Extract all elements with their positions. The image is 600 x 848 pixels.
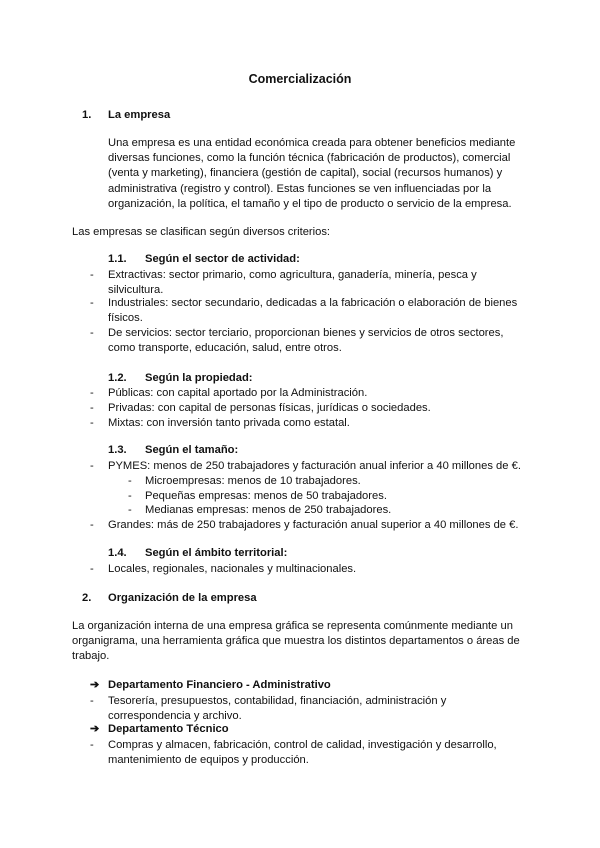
list-item: Públicas: con capital aportado por la Administración. [108,387,368,399]
list-item: De servicios: sector terciario, proporcionan bienes y servicios de otros sectores, como transporte, educación, salud, entre otros. [108,327,504,355]
sub-list-item: Microempresas: menos de 10 trabajadores. [145,475,361,487]
list-item: Mixtas: con inversión tanto privada como estatal. [108,417,350,429]
list-item: Tesorería, presupuestos, contabilidad, financiación, administración y correspondencia y archivo. [108,695,447,723]
bullet-dash: - [90,695,94,707]
page-title: Comercialización [248,72,352,86]
section-1-2-number: 1.2. [108,372,127,384]
bullet-dash: - [90,387,94,399]
bullet-dash: - [90,460,94,472]
list-item: Grandes: más de 250 trabajadores y facturación anual superior a 40 millones de €. [108,519,519,531]
bullet-dash: - [90,269,94,281]
section-2-number: 2. [82,592,92,604]
arrow-bullet-icon: ➔ [90,679,100,691]
list-item: Extractivas: sector primario, como agricultura, ganadería, minería, pesca y silvicultura. [108,269,477,297]
section-1-title: La empresa [108,109,171,121]
section-2-title: Organización de la empresa [108,592,257,604]
section-1-3-number: 1.3. [108,444,127,456]
list-item: PYMES: menos de 250 trabajadores y facturación anual inferior a 40 millones de €. [108,460,521,472]
section-2-paragraph: La organización interna de una empresa gráfica se representa comúnmente mediante un organigrama, una herramienta gráfica que muestra los distintos departamentos o áreas de trabajo. [72,620,520,663]
department-heading: Departamento Técnico [108,723,229,735]
department-heading: Departamento Financiero - Administrativo [108,679,331,691]
list-item: Privadas: con capital de personas físicas, jurídicas o sociedades. [108,402,431,414]
section-1-3-title: Según el tamaño: [145,444,239,456]
bullet-dash: - [90,563,94,575]
sub-bullet-dash: - [128,475,132,487]
sub-list-item: Medianas empresas: menos de 250 trabajadores. [145,504,392,516]
section-1-1-number: 1.1. [108,253,127,265]
section-1-4-title: Según el ámbito territorial: [145,547,288,559]
bullet-dash: - [90,519,94,531]
section-1-4-number: 1.4. [108,547,127,559]
list-item: Industriales: sector secundario, dedicadas a la fabricación o elaboración de bienes físicos. [108,297,518,325]
classification-intro: Las empresas se clasifican según diversos criterios: [72,226,331,238]
bullet-dash: - [90,417,94,429]
section-1-paragraph: Una empresa es una entidad económica creada para obtener beneficios mediante diversas funciones, como la función técnica (fabricación de productos), comercial (venta y marketing), financiera (gestión de capital), social (recursos humanos) y administrativa (registro y control). Estas funciones se ven influenciadas por la organización, la política, el tamaño y el tipo de producto o servicio de la empresa. [108,137,516,210]
section-1-number: 1. [82,109,92,121]
bullet-dash: - [90,739,94,751]
sub-list-item: Pequeñas empresas: menos de 50 trabajadores. [145,490,387,502]
bullet-dash: - [90,327,94,339]
list-item: Locales, regionales, nacionales y multinacionales. [108,563,357,575]
sub-bullet-dash: - [128,504,132,516]
bullet-dash: - [90,402,94,414]
sub-bullet-dash: - [128,490,132,502]
bullet-dash: - [90,297,94,309]
arrow-bullet-icon: ➔ [90,723,100,735]
list-item: Compras y almacen, fabricación, control de calidad, investigación y desarrollo, mantenimiento de equipos y producción. [108,739,497,767]
section-1-1-title: Según el sector de actividad: [145,253,300,265]
section-1-2-title: Según la propiedad: [145,372,253,384]
